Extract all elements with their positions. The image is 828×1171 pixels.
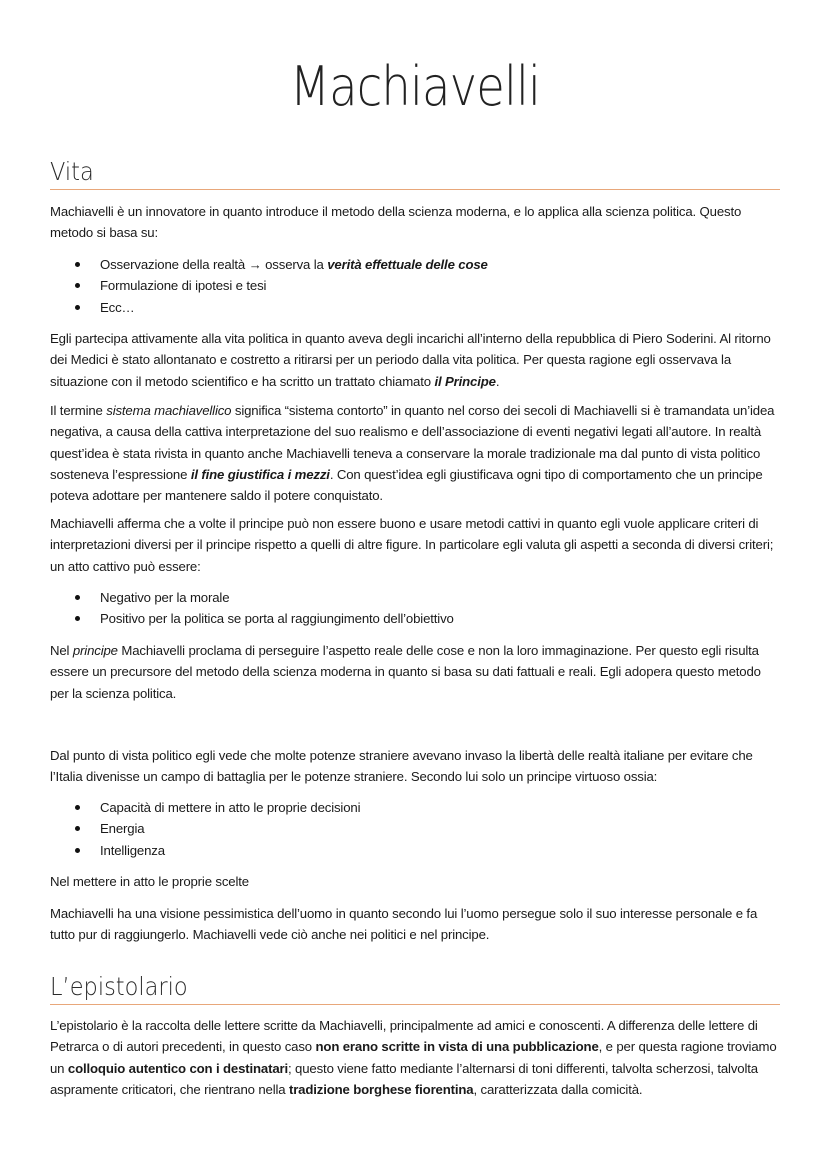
bold-text: colloquio autentico con i destinatari <box>67 1060 289 1076</box>
bullet-icon <box>75 595 80 600</box>
paragraph-epistolario: L’epistolario è la raccolta delle lettere scritte da Machiavelli, principalmente ad amici e conoscenti. A differenza delle lettere di Petrarca o di autori precedenti, in questo caso non erano scritte in vista di una pubblicazione, e per questa ragione troviamo un colloquio autentico con i destinatari; questo viene fatto mediante l’alternarsi di toni differenti, talvolta scherzosi, talvolta aspramente criticatori, che rientrano nella tradizione borghese fiorentina, caratterizzata dalla comicità. <box>50 1018 777 1097</box>
section-heading-vita: Vita <box>50 157 780 190</box>
paragraph-political-life: Egli partecipa attivamente alla vita politica in quanto aveva degli incarichi all’interno della repubblica di Piero Soderini. Al ritorno dei Medici è stato allontanato e costretto a ritirarsi per un periodo dalla vita politica. Per questa ragione egli osservava la situazione con il metodo scientifico e ha scritto un trattato chiamato il Principe. <box>50 331 771 389</box>
bullet-list-criteria <box>50 587 780 630</box>
emphasis-text: il Principe <box>434 373 496 389</box>
bullet-icon <box>75 262 80 267</box>
list-item: Osservazione della realtà → osserva la verità effettuale delle cose <box>50 254 780 275</box>
bullet-icon <box>75 826 80 831</box>
list-item: Capacità di mettere in atto le proprie decisioni <box>50 797 780 818</box>
bullet-icon <box>75 283 80 288</box>
paragraph-foreign-powers: Dal punto di vista politico egli vede che molte potenze straniere avevano invaso la libertà delle realtà italiane per evitare che l’Italia divenisse un campo di battaglia per le potenze straniere. Secondo lui solo un principe virtuoso ossia: <box>50 748 753 785</box>
paragraph-sistema-machiavellico: Il termine sistema machiavellico significa “sistema contorto” in quanto nel corso dei secoli di Machiavelli si è tramandata un’idea negativa, a causa della cattiva interpretazione del suo realismo e dell’associazione di eventi negativi legati all’autore. In realtà quest’idea è stata rivista in quanto anche Machiavelli teneva a conservare la morale tradizionale ma dal punto di vista politico sosteneva l’espressione il fine giustifica i mezzi. Con quest’idea egli giustificava ogni tipo di comportamento che un principe poteva adottare per mantenere saldo il potere conquistato. <box>50 403 775 504</box>
bullet-icon <box>75 616 80 621</box>
paragraph-principe-method: Nel principe Machiavelli proclama di perseguire l’aspetto reale delle cose e non la loro immaginazione. Per questo egli risulta essere un precursore del metodo della scienza moderna in quanto si basa su dati fattuali e reali. Egli adopera questo metodo per la scienza politica. <box>50 643 761 701</box>
paragraph-criteria: Machiavelli afferma che a volte il principe può non essere buono e usare metodi cattivi in quanto egli vuole applicare criteri di interpretazioni diversi per il principe rispetto a quelli di altre figure. In particolare egli valuta gli aspetti a seconda di diversi criteri; un atto cattivo può essere: <box>50 516 774 574</box>
bold-text: tradizione borghese fiorentina <box>288 1081 474 1097</box>
paragraph-intro: Machiavelli è un innovatore in quanto introduce il metodo della scienza moderna, e lo applica alla scienza politica. Questo metodo si basa su: <box>50 204 742 241</box>
paragraph-choices: Nel mettere in atto le proprie scelte <box>50 874 249 889</box>
list-item: Ecc… <box>50 297 780 318</box>
italic-text: principe <box>72 643 118 658</box>
emphasis-text: verità effettuale delle cose <box>327 257 488 272</box>
bold-text: non erano scritte in vista di una pubblicazione <box>315 1039 599 1055</box>
italic-text: sistema machiavellico <box>106 403 232 418</box>
list-item: Energia <box>50 818 780 839</box>
list-item: Intelligenza <box>50 840 780 861</box>
document-title: Machiavelli <box>289 55 541 118</box>
list-item: Formulazione di ipotesi e tesi <box>50 275 780 296</box>
bullet-list-method <box>50 254 780 318</box>
section-heading-epistolario: L’epistolario <box>50 972 780 1005</box>
emphasis-text: il fine giustifica i mezzi <box>190 466 330 482</box>
bullet-icon <box>75 848 80 853</box>
bullet-icon <box>75 305 80 310</box>
list-item: Negativo per la morale <box>50 587 780 608</box>
bullet-icon <box>75 805 80 810</box>
paragraph-pessimism: Machiavelli ha una visione pessimistica dell’uomo in quanto secondo lui l’uomo persegue solo il suo interesse personale e fa tutto pur di raggiungerlo. Machiavelli vede ciò anche nei politici e nel principe. <box>50 906 758 943</box>
list-item: Positivo per la politica se porta al raggiungimento dell’obiettivo <box>50 608 780 629</box>
bullet-list-virtues <box>50 797 780 861</box>
